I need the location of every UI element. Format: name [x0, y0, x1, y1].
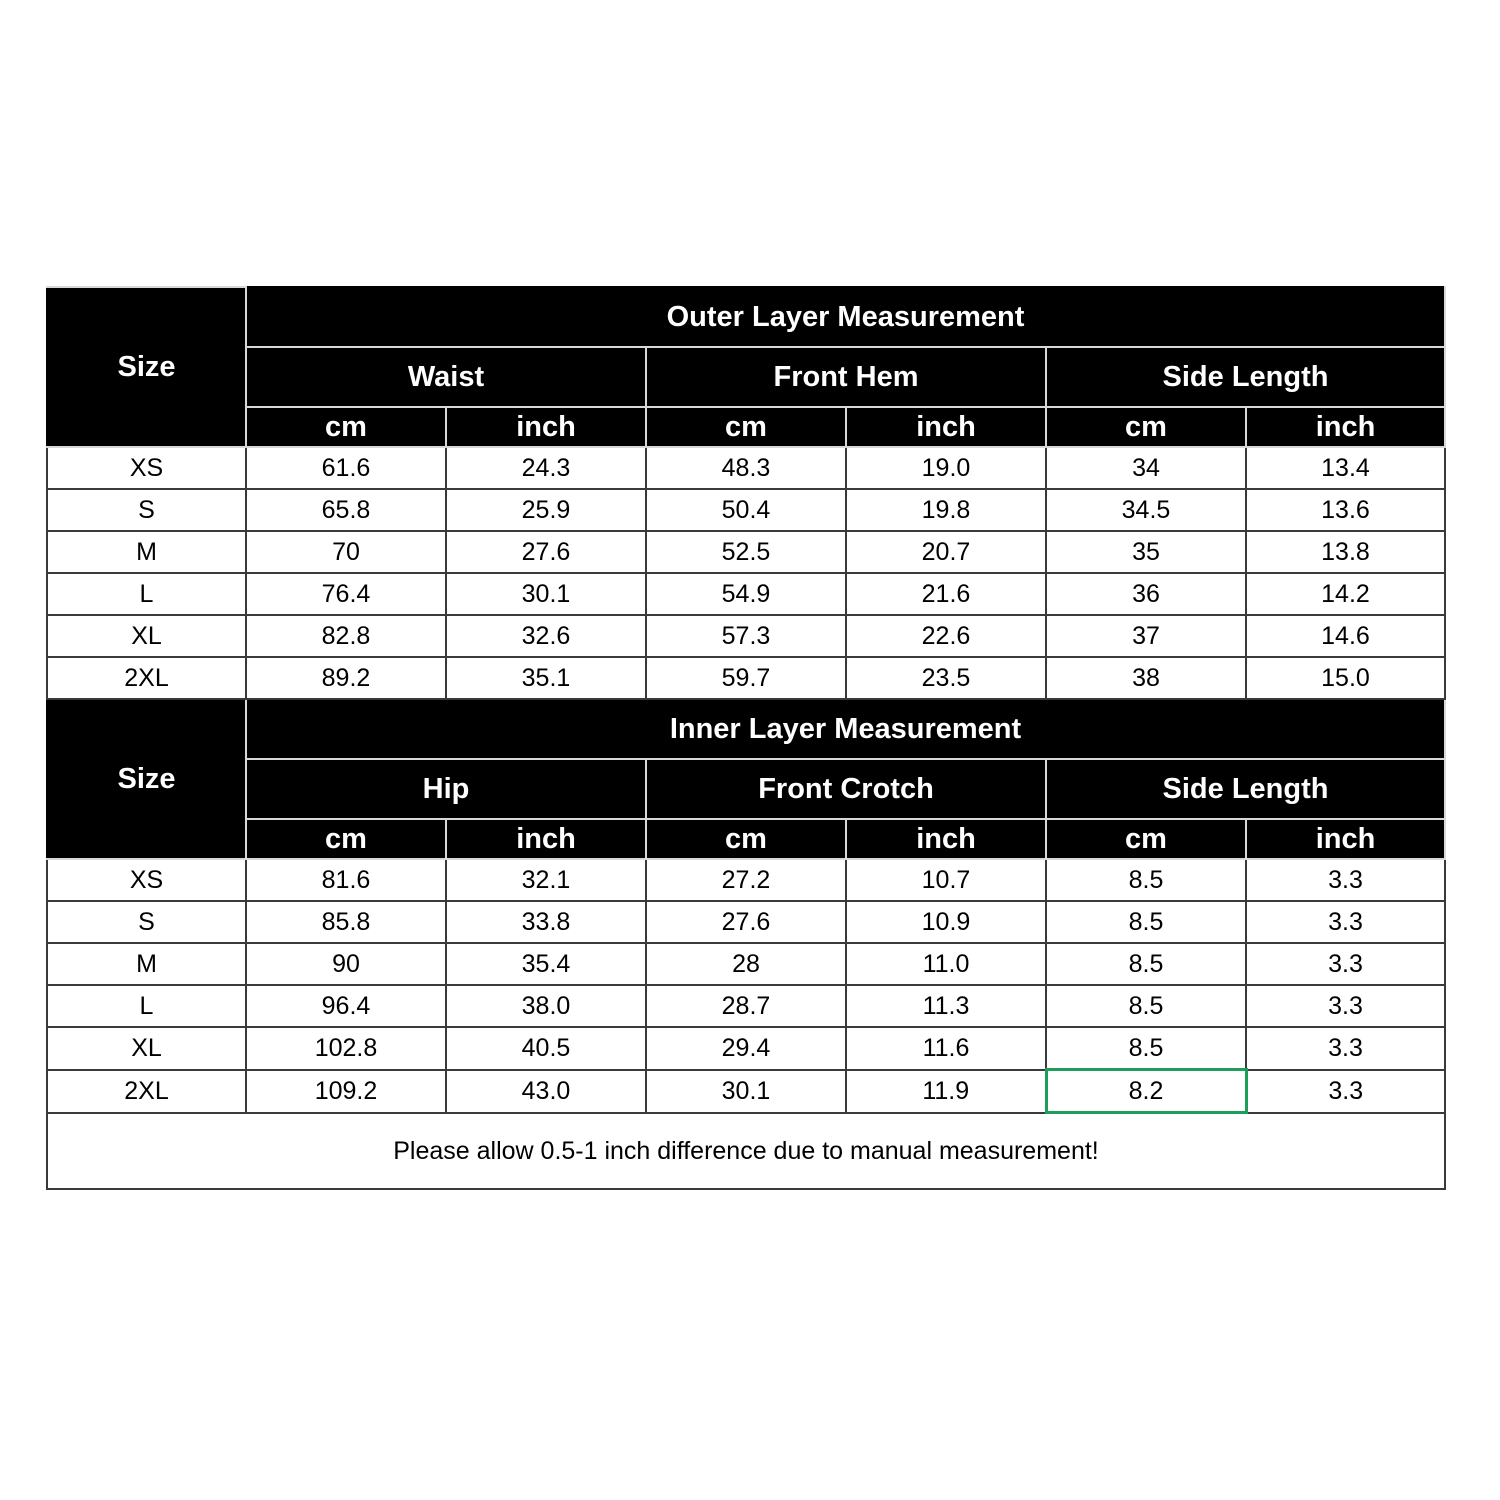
measurement-cell[interactable]: 8.5	[1046, 859, 1246, 901]
size-cell[interactable]: XL	[47, 1027, 246, 1070]
size-cell[interactable]: S	[47, 489, 246, 531]
measurement-cell[interactable]: 54.9	[646, 573, 846, 615]
group-front-hem[interactable]: Front Hem	[646, 347, 1046, 407]
measurement-cell[interactable]: 3.3	[1246, 1027, 1445, 1070]
measurement-cell[interactable]: 82.8	[246, 615, 446, 657]
measurement-cell[interactable]: 37	[1046, 615, 1246, 657]
outer-layer-title[interactable]: Outer Layer Measurement	[246, 287, 1445, 347]
measurement-cell[interactable]: 24.3	[446, 447, 646, 489]
size-cell[interactable]: M	[47, 531, 246, 573]
selected-cell[interactable]: 8.2	[1046, 1070, 1246, 1113]
measurement-cell[interactable]: 3.3	[1246, 1070, 1445, 1113]
inner-group-row	[47, 759, 1445, 819]
measurement-cell[interactable]: 3.3	[1246, 901, 1445, 943]
unit-header[interactable]: inch	[1246, 407, 1445, 447]
measurement-cell[interactable]: 10.7	[846, 859, 1046, 901]
measurement-cell[interactable]: 57.3	[646, 615, 846, 657]
measurement-cell[interactable]: 11.9	[846, 1070, 1046, 1113]
size-cell[interactable]: XL	[47, 615, 246, 657]
table-row	[47, 657, 1445, 699]
size-cell[interactable]: M	[47, 943, 246, 985]
measurement-cell[interactable]: 38.0	[446, 985, 646, 1027]
table-row	[47, 573, 1445, 615]
size-cell[interactable]: 2XL	[47, 1070, 246, 1113]
measurement-cell[interactable]: 65.8	[246, 489, 446, 531]
outer-unit-row	[47, 407, 1445, 447]
group-waist[interactable]: Waist	[246, 347, 646, 407]
measurement-cell[interactable]: 25.9	[446, 489, 646, 531]
table-row	[47, 985, 1445, 1027]
size-chart-table	[46, 286, 1446, 1190]
measurement-cell[interactable]: 3.3	[1246, 943, 1445, 985]
measurement-cell[interactable]: 50.4	[646, 489, 846, 531]
measurement-cell[interactable]: 40.5	[446, 1027, 646, 1070]
size-cell[interactable]: L	[47, 985, 246, 1027]
outer-group-row	[47, 347, 1445, 407]
measurement-cell[interactable]: 81.6	[246, 859, 446, 901]
unit-header[interactable]: inch	[1246, 819, 1445, 859]
measurement-cell[interactable]: 19.8	[846, 489, 1046, 531]
unit-header[interactable]: cm	[246, 819, 446, 859]
measurement-cell[interactable]: 30.1	[646, 1070, 846, 1113]
measurement-cell[interactable]: 48.3	[646, 447, 846, 489]
measurement-cell[interactable]: 21.6	[846, 573, 1046, 615]
measurement-cell[interactable]: 76.4	[246, 573, 446, 615]
size-cell[interactable]: L	[47, 573, 246, 615]
measurement-cell[interactable]: 59.7	[646, 657, 846, 699]
measurement-cell[interactable]: 27.6	[646, 901, 846, 943]
outer-data-rows	[47, 447, 1445, 699]
outer-title-row	[47, 287, 1445, 347]
measurement-cell[interactable]: 8.5	[1046, 943, 1246, 985]
size-cell[interactable]: S	[47, 901, 246, 943]
group-front-crotch[interactable]: Front Crotch	[646, 759, 1046, 819]
measurement-cell[interactable]: 20.7	[846, 531, 1046, 573]
measurement-cell[interactable]: 89.2	[246, 657, 446, 699]
measurement-cell[interactable]: 43.0	[446, 1070, 646, 1113]
measurement-cell[interactable]: 28.7	[646, 985, 846, 1027]
group-hip[interactable]: Hip	[246, 759, 646, 819]
unit-header[interactable]: inch	[446, 407, 646, 447]
measurement-cell[interactable]: 102.8	[246, 1027, 446, 1070]
table-row	[47, 859, 1445, 901]
table-row	[47, 1027, 1445, 1070]
measurement-cell[interactable]: 85.8	[246, 901, 446, 943]
table-row	[47, 901, 1445, 943]
measurement-cell[interactable]: 13.8	[1246, 531, 1445, 573]
measurement-cell[interactable]: 35.4	[446, 943, 646, 985]
measurement-cell[interactable]: 36	[1046, 573, 1246, 615]
unit-header[interactable]: cm	[1046, 407, 1246, 447]
measurement-note[interactable]: Please allow 0.5-1 inch difference due to manual measurement!	[47, 1113, 1445, 1190]
measurement-cell[interactable]: 52.5	[646, 531, 846, 573]
measurement-cell[interactable]: 70	[246, 531, 446, 573]
table-row	[47, 943, 1445, 985]
inner-layer-title[interactable]: Inner Layer Measurement	[246, 699, 1445, 759]
measurement-cell[interactable]: 27.6	[446, 531, 646, 573]
measurement-cell[interactable]: 32.1	[446, 859, 646, 901]
table-row	[47, 447, 1445, 489]
measurement-cell[interactable]: 22.6	[846, 615, 1046, 657]
measurement-cell[interactable]: 3.3	[1246, 985, 1445, 1027]
measurement-cell[interactable]: 34.5	[1046, 489, 1246, 531]
unit-header[interactable]: cm	[646, 407, 846, 447]
measurement-cell[interactable]: 8.5	[1046, 901, 1246, 943]
measurement-cell[interactable]: 15.0	[1246, 657, 1445, 699]
measurement-cell[interactable]: 11.0	[846, 943, 1046, 985]
group-side-length[interactable]: Side Length	[1046, 347, 1445, 407]
measurement-cell[interactable]: 90	[246, 943, 446, 985]
measurement-cell[interactable]: 29.4	[646, 1027, 846, 1070]
measurement-cell[interactable]: 8.5	[1046, 985, 1246, 1027]
inner-size-header[interactable]: Size	[47, 699, 246, 859]
table-row	[47, 489, 1445, 531]
measurement-cell[interactable]: 13.4	[1246, 447, 1445, 489]
unit-header[interactable]: inch	[846, 819, 1046, 859]
table-row	[47, 531, 1445, 573]
measurement-cell[interactable]: 35	[1046, 531, 1246, 573]
measurement-cell[interactable]: 8.5	[1046, 1027, 1246, 1070]
measurement-cell[interactable]: 35.1	[446, 657, 646, 699]
size-cell[interactable]: XS	[47, 447, 246, 489]
measurement-cell[interactable]: 10.9	[846, 901, 1046, 943]
measurement-cell[interactable]: 3.3	[1246, 859, 1445, 901]
measurement-cell[interactable]: 11.3	[846, 985, 1046, 1027]
measurement-cell[interactable]: 19.0	[846, 447, 1046, 489]
measurement-cell[interactable]: 11.6	[846, 1027, 1046, 1070]
inner-title-row	[47, 699, 1445, 759]
unit-header[interactable]: inch	[846, 407, 1046, 447]
measurement-cell[interactable]: 61.6	[246, 447, 446, 489]
size-cell[interactable]: XS	[47, 859, 246, 901]
measurement-cell[interactable]: 96.4	[246, 985, 446, 1027]
measurement-cell[interactable]: 38	[1046, 657, 1246, 699]
table-row	[47, 615, 1445, 657]
unit-header[interactable]: cm	[246, 407, 446, 447]
measurement-cell[interactable]: 28	[646, 943, 846, 985]
measurement-cell[interactable]: 14.6	[1246, 615, 1445, 657]
note-row	[47, 1113, 1445, 1190]
measurement-cell[interactable]: 14.2	[1246, 573, 1445, 615]
measurement-cell[interactable]: 30.1	[446, 573, 646, 615]
unit-header[interactable]: cm	[1046, 819, 1246, 859]
table-row	[47, 1070, 1445, 1113]
outer-size-header[interactable]: Size	[47, 287, 246, 447]
inner-data-rows	[47, 859, 1445, 1113]
inner-unit-row	[47, 819, 1445, 859]
measurement-cell[interactable]: 13.6	[1246, 489, 1445, 531]
measurement-cell[interactable]: 34	[1046, 447, 1246, 489]
measurement-cell[interactable]: 23.5	[846, 657, 1046, 699]
measurement-cell[interactable]: 33.8	[446, 901, 646, 943]
measurement-cell[interactable]: 27.2	[646, 859, 846, 901]
unit-header[interactable]: cm	[646, 819, 846, 859]
unit-header[interactable]: inch	[446, 819, 646, 859]
group-side-length[interactable]: Side Length	[1046, 759, 1445, 819]
size-cell[interactable]: 2XL	[47, 657, 246, 699]
measurement-cell[interactable]: 32.6	[446, 615, 646, 657]
measurement-cell[interactable]: 109.2	[246, 1070, 446, 1113]
